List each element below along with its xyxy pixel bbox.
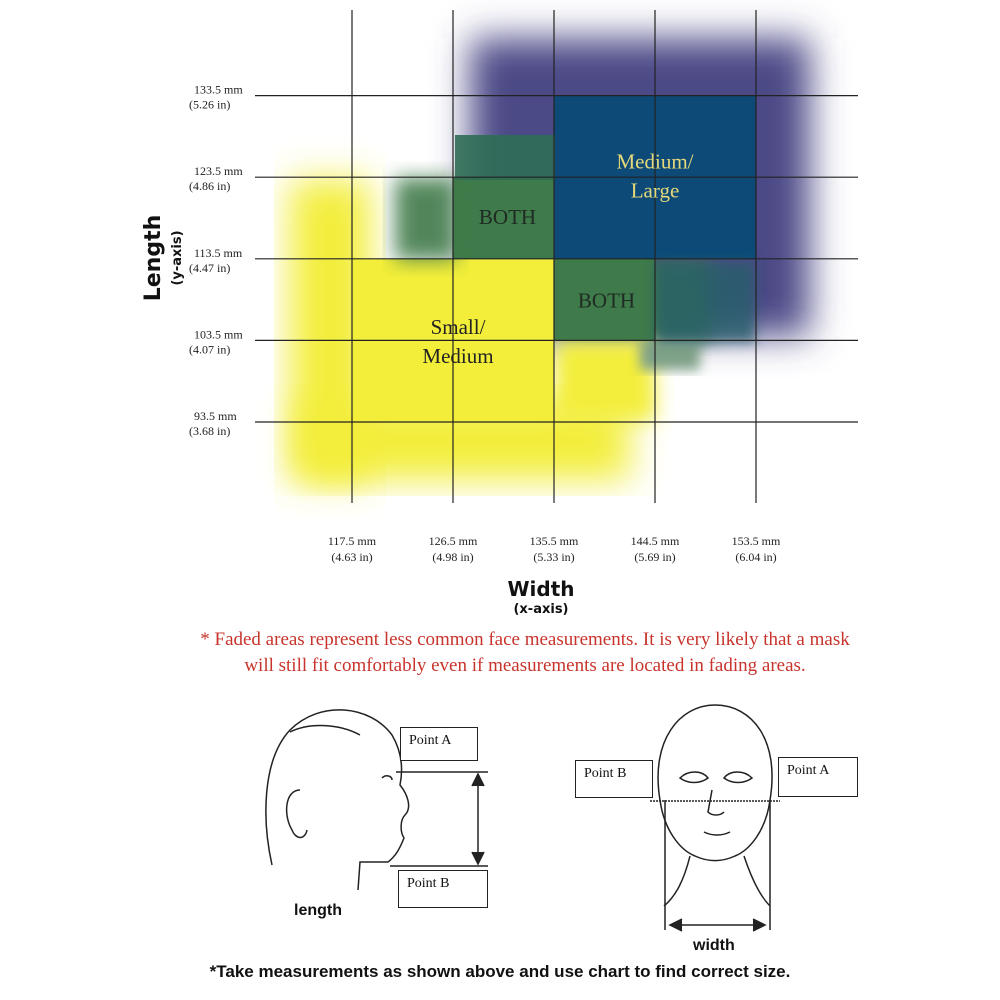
profile-arrow-bottom bbox=[472, 852, 484, 864]
region-1-label-line-0: BOTH bbox=[478, 205, 537, 229]
profile-length-label: length bbox=[294, 902, 342, 919]
profile-hairline bbox=[290, 726, 360, 735]
front-neck-left bbox=[664, 856, 690, 906]
region-3-label-line-1: Large bbox=[630, 178, 680, 203]
green-yellow-blend bbox=[395, 178, 457, 260]
region-0-label-line-0: Small/ bbox=[430, 314, 486, 339]
x-tick-in-label-2: (5.33 in) bbox=[533, 550, 575, 564]
region-0-label-line-1: Medium bbox=[422, 343, 494, 368]
x-tick-in-label-0: (4.63 in) bbox=[331, 550, 373, 564]
footer-instruction: *Take measurements as shown above and use chart to find correct size. bbox=[209, 962, 791, 981]
x-tick-in-label-3: (5.69 in) bbox=[634, 550, 676, 564]
y-tick-mm-label-0: 133.5 mm bbox=[194, 82, 243, 97]
x-tick-in-label-1: (4.98 in) bbox=[432, 550, 474, 564]
x-tick-in-label-4: (6.04 in) bbox=[735, 550, 777, 564]
faded-areas-note-line-1: * Faded areas represent less common face measurements. It is very likely that a mask bbox=[200, 629, 850, 650]
front-head-illustration bbox=[650, 705, 780, 931]
front-neck-right bbox=[744, 856, 770, 906]
fade-green-corner bbox=[640, 340, 700, 370]
x-axis-title: Width bbox=[507, 577, 575, 601]
x-tick-mm-label-3: 144.5 mm bbox=[630, 534, 680, 548]
front-arrow-left bbox=[670, 919, 682, 931]
profile-ear bbox=[287, 790, 307, 838]
y-axis-subtitle: (y-axis) bbox=[170, 230, 185, 286]
y-tick-mm-label-1: 123.5 mm bbox=[194, 164, 243, 179]
front-mouth bbox=[704, 832, 730, 835]
y-axis-title: Length bbox=[141, 214, 166, 302]
profile-arrow-top bbox=[472, 774, 484, 786]
region-3-label-line-0: Medium/ bbox=[616, 149, 694, 174]
front-head-outline bbox=[658, 705, 772, 861]
x-axis-subtitle: (x-axis) bbox=[513, 602, 569, 617]
green-band-under-blue bbox=[455, 135, 555, 180]
y-tick-mm-label-3: 103.5 mm bbox=[194, 327, 243, 342]
x-tick-mm-label-1: 126.5 mm bbox=[428, 534, 478, 548]
x-axis-ticks bbox=[328, 534, 781, 564]
front-nose bbox=[708, 790, 724, 815]
y-tick-in-label-4: (3.68 in) bbox=[189, 424, 231, 438]
y-tick-in-label-3: (4.07 in) bbox=[189, 342, 231, 357]
y-tick-in-label-2: (4.47 in) bbox=[189, 260, 231, 275]
front-right-eye bbox=[724, 772, 752, 783]
front-point-b-box: Point B bbox=[575, 760, 653, 798]
x-tick-mm-label-0: 117.5 mm bbox=[327, 534, 377, 548]
front-left-eye bbox=[680, 772, 708, 783]
front-point-a-box: Point A bbox=[778, 757, 858, 797]
y-tick-mm-label-2: 113.5 mm bbox=[194, 245, 243, 260]
x-tick-mm-label-2: 135.5 mm bbox=[529, 534, 579, 548]
front-width-label: width bbox=[693, 937, 735, 954]
y-tick-mm-label-4: 93.5 mm bbox=[194, 409, 237, 423]
teal-blend bbox=[655, 262, 755, 342]
front-arrow-right bbox=[753, 919, 765, 931]
profile-point-b-box: Point B bbox=[398, 870, 488, 908]
y-axis-ticks bbox=[189, 83, 243, 438]
y-tick-in-label-0: (5.26 in) bbox=[189, 97, 231, 112]
y-tick-in-label-1: (4.86 in) bbox=[189, 179, 231, 194]
faded-areas-note-line-2: will still fit comfortably even if measurements are located in fading areas. bbox=[244, 655, 806, 676]
profile-point-a-box: Point A bbox=[400, 727, 478, 761]
region-2-label-line-0: BOTH bbox=[577, 288, 636, 313]
profile-eye bbox=[382, 776, 392, 780]
x-tick-mm-label-4: 153.5 mm bbox=[731, 534, 781, 548]
